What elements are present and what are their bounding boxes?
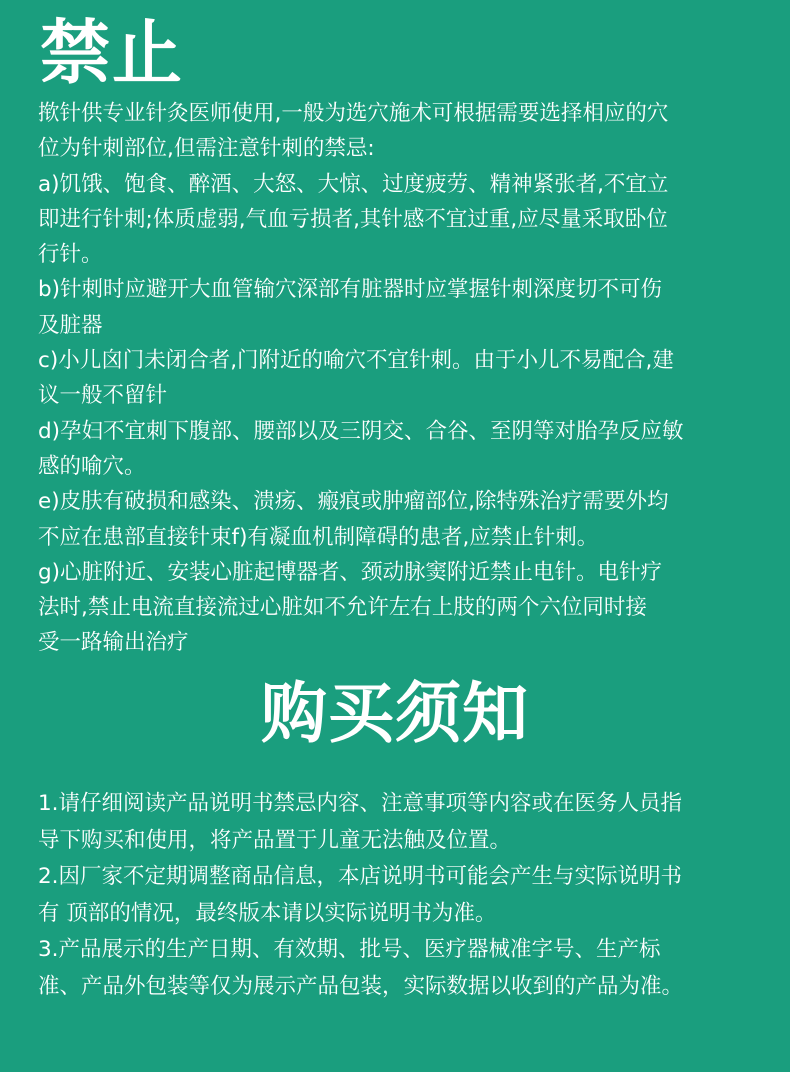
prohibition-line: a)饥饿、饱食、醉酒、大怒、大惊、过度疲劳、精神紧张者,不宜立 [38, 171, 669, 197]
prohibition-line: 位为针刺部位,但需注意针刺的禁忌: [38, 136, 375, 162]
prohibition-title: 禁止 [40, 12, 184, 94]
prohibition-line: g)心脏附近、安装心脏起博器者、颈动脉窦附近禁止电针。电针疗 [38, 559, 663, 585]
purchase-notice-text-block [38, 786, 768, 1006]
prohibition-line: c)小儿囟门未闭合者,门附近的喻穴不宜针刺。由于小儿不易配合,建 [38, 348, 674, 374]
prohibition-line: 法时,禁止电流直接流过心脏如不允许左右上肢的两个六位同时接 [38, 595, 647, 621]
prohibition-text-block [38, 96, 768, 661]
prohibition-line: b)针刺时应避开大血管输穴深部有脏器时应掌握针刺深度切不可伤 [38, 277, 663, 303]
notice-line: 导下购买和使用，将产品置于儿童无法触及位置。 [38, 827, 512, 853]
prohibition-line: 议一般不留针 [38, 383, 168, 409]
prohibition-line: e)皮肤有破损和感染、溃疡、瘢痕或肿瘤部位,除特殊治疗需要外均 [38, 489, 669, 515]
prohibition-line: 不应在患部直接针束f)有凝血机制障碍的患者,应禁止针刺。 [38, 524, 599, 550]
prohibition-line: 及脏器 [38, 312, 103, 338]
prohibition-line: 受一路输出治疗 [38, 630, 189, 656]
notice-line: 2.因厂家不定期调整商品信息，本店说明书可能会产生与实际说明书 [38, 864, 683, 890]
prohibition-line: d)孕妇不宜刺下腹部、腰部以及三阴交、合谷、至阴等对胎孕反应敏 [38, 418, 684, 444]
notice-line: 1.请仔细阅读产品说明书禁忌内容、注意事项等内容或在医务人员指 [38, 791, 683, 816]
purchase-notice-title: 购买须知 [261, 674, 529, 752]
prohibition-line: 行针。 [38, 242, 103, 268]
prohibition-line: 即进行针刺;体质虚弱,气血亏损者,其针感不宜过重,应尽量采取卧位 [38, 206, 668, 232]
notice-line: 有 顶部的情况，最终版本请以实际说明书为准。 [38, 900, 497, 926]
notice-line: 准、产品外包装等仅为展示产品包装，实际数据以收到的产品为准。 [38, 973, 684, 999]
notice-line: 3.产品展示的生产日期、有效期、批号、医疗器械准字号、生产标 [38, 937, 661, 963]
prohibition-line: 感的喻穴。 [38, 453, 146, 479]
prohibition-line: 揿针供专业针灸医师使用,一般为选穴施术可根据需要选择相应的穴 [38, 101, 669, 126]
